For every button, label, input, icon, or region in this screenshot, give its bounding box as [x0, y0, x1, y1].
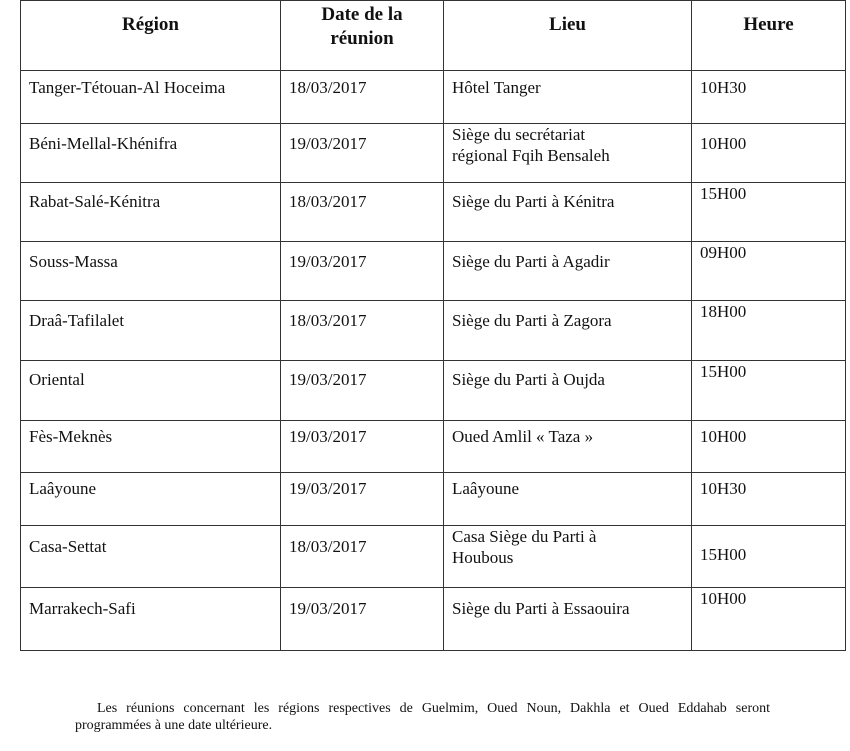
table-header — [21, 1, 846, 71]
table-row — [21, 361, 846, 421]
date-text: 19/03/2017 — [289, 479, 367, 498]
cell-date — [281, 421, 444, 473]
cell-lieu — [444, 421, 692, 473]
table-body — [21, 71, 846, 651]
lieu-text — [444, 526, 691, 568]
lieu-text: Siège du Parti à Oujda — [452, 370, 605, 389]
cell-date — [281, 301, 444, 361]
table-row — [21, 242, 846, 301]
header-heure-label: Heure — [743, 14, 794, 35]
cell-lieu — [444, 124, 692, 183]
cell-lieu — [444, 361, 692, 421]
table-row — [21, 183, 846, 242]
lieu-text: Siège du Parti à Kénitra — [452, 192, 615, 211]
cell-region — [21, 71, 281, 124]
lieu-text: Siège du Parti à Agadir — [452, 252, 610, 271]
cell-heure — [692, 473, 846, 526]
region-text: Tanger-Tétouan-Al Hoceima — [29, 78, 226, 97]
cell-heure — [692, 124, 846, 183]
cell-region — [21, 473, 281, 526]
region-text: Souss-Massa — [29, 252, 118, 271]
lieu-line2: Houbous — [452, 548, 514, 567]
date-text: 18/03/2017 — [289, 311, 367, 330]
meeting-schedule-table — [20, 0, 846, 651]
cell-heure — [692, 588, 846, 651]
lieu-line2: régional Fqih Bensaleh — [452, 146, 610, 165]
region-text: Rabat-Salé-Kénitra — [29, 192, 161, 211]
date-text: 19/03/2017 — [289, 599, 367, 618]
cell-lieu — [444, 588, 692, 651]
date-text: 19/03/2017 — [289, 370, 367, 389]
cell-date — [281, 71, 444, 124]
header-lieu-label: Lieu — [549, 14, 586, 35]
lieu-line1: Siège du secrétariat — [452, 125, 586, 144]
region-text: Béni-Mellal-Khénifra — [29, 134, 178, 153]
region-text: Laâyoune — [29, 479, 97, 498]
date-text: 19/03/2017 — [289, 134, 367, 153]
lieu-line1: Casa Siège du Parti à — [452, 527, 597, 546]
region-text: Fès-Meknès — [29, 427, 113, 446]
header-date — [281, 1, 444, 71]
table-row — [21, 526, 846, 588]
heure-text: 10H30 — [700, 479, 747, 498]
region-text: Oriental — [29, 370, 85, 389]
table-row — [21, 473, 846, 526]
cell-date — [281, 183, 444, 242]
cell-region — [21, 242, 281, 301]
cell-heure — [692, 421, 846, 473]
cell-region — [21, 301, 281, 361]
lieu-text: Siège du Parti à Zagora — [452, 311, 612, 330]
heure-text: 10H00 — [700, 589, 747, 608]
header-row — [21, 1, 846, 71]
lieu-text: Hôtel Tanger — [452, 78, 541, 97]
cell-lieu — [444, 71, 692, 124]
cell-date — [281, 361, 444, 421]
cell-date — [281, 588, 444, 651]
heure-text: 10H00 — [700, 134, 747, 153]
cell-heure — [692, 526, 846, 588]
cell-heure — [692, 242, 846, 301]
heure-text: 15H00 — [700, 545, 747, 564]
table-row — [21, 124, 846, 183]
cell-region — [21, 124, 281, 183]
heure-text: 15H00 — [700, 362, 747, 381]
heure-text: 10H30 — [700, 78, 747, 97]
date-text: 19/03/2017 — [289, 427, 367, 446]
header-date-line1: Date de la — [321, 4, 403, 25]
date-text: 18/03/2017 — [289, 537, 367, 556]
footnote: Les réunions concernant les régions respectives de Guelmim, Oued Noun, Dakhla et Oued Eddahab seront programmées à une date ultérieure. — [75, 701, 770, 733]
cell-date — [281, 242, 444, 301]
region-text: Marrakech-Safi — [29, 599, 136, 618]
header-lieu — [444, 1, 692, 71]
cell-date — [281, 526, 444, 588]
lieu-text: Oued Amlil « Taza » — [452, 427, 594, 446]
cell-region — [21, 183, 281, 242]
cell-date — [281, 473, 444, 526]
cell-region — [21, 588, 281, 651]
cell-date — [281, 124, 444, 183]
lieu-text: Laâyoune — [452, 479, 520, 498]
cell-lieu — [444, 526, 692, 588]
cell-lieu — [444, 473, 692, 526]
region-text: Casa-Settat — [29, 537, 107, 556]
header-heure — [692, 1, 846, 71]
cell-lieu — [444, 242, 692, 301]
heure-text: 10H00 — [700, 427, 747, 446]
cell-heure — [692, 361, 846, 421]
header-date-label — [281, 1, 443, 51]
date-text: 18/03/2017 — [289, 192, 367, 211]
lieu-text: Siège du Parti à Essaouira — [452, 599, 630, 618]
date-text: 18/03/2017 — [289, 78, 367, 97]
heure-text: 15H00 — [700, 184, 747, 203]
region-text: Draâ-Tafilalet — [29, 311, 125, 330]
cell-region — [21, 526, 281, 588]
table-row — [21, 421, 846, 473]
header-region — [21, 1, 281, 71]
lieu-text — [444, 124, 691, 166]
cell-lieu — [444, 301, 692, 361]
table-row — [21, 71, 846, 124]
table-row — [21, 588, 846, 651]
cell-lieu — [444, 183, 692, 242]
header-region-label: Région — [122, 14, 179, 35]
heure-text: 09H00 — [700, 243, 747, 262]
cell-heure — [692, 71, 846, 124]
cell-region — [21, 361, 281, 421]
table-row — [21, 301, 846, 361]
cell-heure — [692, 301, 846, 361]
date-text: 19/03/2017 — [289, 252, 367, 271]
header-date-line2: réunion — [330, 28, 394, 49]
cell-region — [21, 421, 281, 473]
heure-text: 18H00 — [700, 302, 747, 321]
cell-heure — [692, 183, 846, 242]
